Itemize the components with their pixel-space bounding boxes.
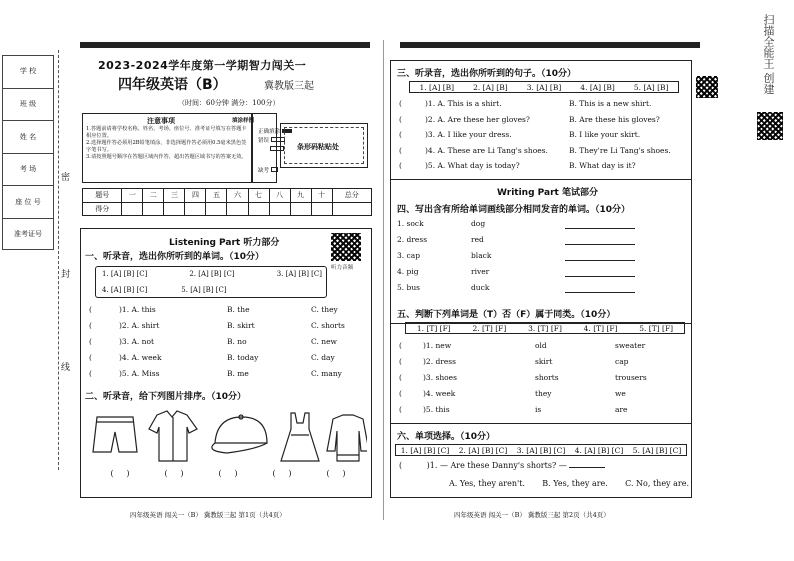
answer-choice[interactable]: 5. [T] [F]: [639, 324, 674, 333]
answer-paren[interactable]: (: [399, 405, 402, 414]
question-row: [399, 357, 689, 366]
answer-choice[interactable]: 1. [A] [B] [C]: [102, 270, 148, 278]
word-b: they: [535, 389, 552, 398]
answer-choice[interactable]: 2. [T] [F]: [472, 324, 507, 333]
question-row: [397, 235, 687, 244]
question-row: [89, 305, 369, 314]
score-cell[interactable]: [206, 202, 227, 216]
answer-choice[interactable]: 2. [A] [B] [C]: [189, 270, 235, 278]
section6-q1: [399, 461, 689, 470]
fold-word-1: 密: [61, 173, 71, 183]
match-word: river: [471, 267, 490, 276]
answer-blank[interactable]: [565, 260, 635, 261]
answer-choice[interactable]: 2. [A] [B] [C]: [458, 446, 508, 455]
option-b: B. I like your skirt.: [569, 130, 641, 139]
score-header-cell: 八: [269, 189, 290, 203]
answer-paren[interactable]: (: [399, 357, 402, 366]
word-c: trousers: [615, 373, 647, 382]
answer-choice[interactable]: 1. [T] [F]: [416, 324, 451, 333]
year-title: 2023-2024学年度第一学期智力闯关一: [98, 59, 307, 72]
option-a: )3. A. I like your dress.: [425, 130, 512, 139]
option-c: C. new: [311, 337, 337, 346]
option-c: C. they: [311, 305, 338, 314]
word-c: we: [615, 389, 626, 398]
match-word: duck: [471, 283, 490, 292]
q1-options: [449, 479, 689, 488]
option-c: C. shorts: [311, 321, 345, 330]
q1-blank[interactable]: [569, 467, 605, 468]
option-b: B. They're Li Tang's shoes.: [569, 145, 671, 155]
question-row: [397, 219, 687, 228]
section4-title: 四、写出含有所给单词画线部分相同发音的单词。（10分）: [397, 205, 631, 215]
answer-paren[interactable]: (: [399, 130, 402, 139]
time-info: （时间：60分钟 满分：100分）: [178, 99, 280, 107]
shorts-picture: [93, 417, 137, 452]
side-field[interactable]: [2, 185, 54, 218]
answer-choice[interactable]: 4. [T] [F]: [583, 324, 618, 333]
note-item: 1.答题前请将学校名称、姓名、考场、座位号、准考证号填写在答题卡相应位置。: [86, 126, 247, 139]
order-blank[interactable]: ( ): [164, 469, 184, 478]
answer-paren[interactable]: (: [399, 99, 402, 108]
question-row: [399, 130, 689, 139]
answer-paren[interactable]: (: [89, 337, 92, 346]
option-b: B. Are these his gloves?: [569, 114, 660, 124]
answer-choice[interactable]: 5. [A] [B]: [633, 83, 669, 92]
notes-items: [86, 126, 248, 161]
option-b: B. me: [227, 369, 249, 378]
section3-title: 三、听录音，选出你所听到的句子。（10分）: [397, 69, 577, 79]
side-field-label: 考 场: [19, 165, 37, 174]
top-bar-left: [80, 42, 370, 48]
word-b: old: [535, 341, 547, 350]
score-cell[interactable]: [248, 202, 269, 216]
question-row: [399, 146, 689, 155]
question-row: [89, 337, 369, 346]
score-header-cell: 二: [143, 189, 164, 203]
answer-choice[interactable]: 3. [A] [B] [C]: [516, 446, 566, 455]
option-a: )3. A. not: [119, 337, 155, 346]
option-a: )5. A. Miss: [119, 369, 160, 378]
given-word: 2. dress: [397, 235, 428, 244]
edition-label: 冀教版三起: [264, 81, 314, 92]
word-a: )1. new: [423, 341, 452, 350]
word-b: shorts: [535, 373, 559, 382]
section6-title: 六、单项选择。（10分）: [397, 432, 496, 442]
option-a: )4. A. These are Li Tang's shoes.: [425, 145, 548, 155]
watermark-qr: [757, 112, 783, 140]
answer-paren[interactable]: (: [89, 369, 92, 378]
match-word: black: [471, 251, 492, 260]
side-field-label: 座 位 号: [15, 197, 41, 206]
answer-choice[interactable]: 3. [T] [F]: [528, 324, 562, 333]
listening-qr-label: 听力音频: [331, 265, 354, 271]
listening-title: Listening Part 听力部分: [169, 238, 280, 248]
score-cell[interactable]: [311, 202, 332, 216]
side-field-label: 学 校: [19, 67, 37, 76]
answer-blank[interactable]: [565, 292, 635, 293]
answer-choice[interactable]: 4. [A] [B]: [580, 83, 615, 92]
sweater-picture: [327, 415, 367, 461]
note-item: 2.选择题作答必须用2B铅笔填涂，非选择题作答必须用0.5毫米黑色签字笔书写。: [86, 140, 247, 153]
score-header-cell: 十: [311, 189, 332, 203]
section2-parens: [93, 469, 363, 478]
score-cell[interactable]: [332, 202, 371, 216]
option-a: )2. A. Are these her gloves?: [425, 114, 530, 124]
match-word: dog: [471, 219, 486, 228]
option-b: B. This is a new shirt.: [569, 99, 652, 108]
score-cell[interactable]: [143, 202, 164, 216]
answer-blank[interactable]: [565, 276, 635, 277]
side-field[interactable]: [2, 88, 54, 121]
page-qr-code: [696, 76, 718, 98]
section2-title: 二、听录音，给下列图片排序。（10分）: [85, 392, 247, 402]
dress-picture: [281, 413, 319, 461]
score-cell[interactable]: [122, 202, 143, 216]
score-header-cell: 九: [290, 189, 311, 203]
score-header-cell: 一: [122, 189, 143, 203]
answer-paren[interactable]: (: [399, 161, 402, 170]
word-c: sweater: [615, 341, 646, 350]
fill-correct-label: 正确填涂: [258, 129, 281, 135]
option-b: B. today: [227, 353, 259, 362]
barcode-label: 条形码粘贴处: [297, 142, 339, 151]
writing-title: Writing Part 笔试部分: [497, 188, 598, 198]
option-b: B. no: [227, 337, 247, 346]
fill-example: [226, 116, 276, 124]
order-blank[interactable]: ( ): [110, 469, 130, 478]
side-field[interactable]: [2, 218, 54, 251]
word-b: is: [535, 405, 542, 414]
answer-choice[interactable]: 5. [A] [B] [C]: [181, 286, 227, 294]
fill-absent-label: 缺考: [258, 168, 270, 174]
section5-title: 五、判断下列单词是（T）否（F）属于同类。（10分）: [397, 310, 616, 320]
answer-choice[interactable]: 4. [A] [B] [C]: [102, 286, 148, 294]
answer-choice[interactable]: 3. [A] [B]: [526, 83, 562, 92]
order-blank[interactable]: ( ): [218, 469, 238, 478]
section5-answer-row: [405, 322, 685, 334]
word-c: cap: [615, 357, 629, 366]
footer-left: 四年级英语 闯关一（B） 冀教版三起 第1页（共4页）: [130, 511, 286, 519]
question-row: [89, 321, 369, 330]
question-row: [399, 341, 689, 350]
question-row: [397, 251, 687, 260]
answer-blank[interactable]: [565, 228, 635, 229]
question-row: [399, 115, 689, 124]
answer-paren[interactable]: (: [89, 321, 92, 330]
answer-paren[interactable]: (: [89, 305, 92, 314]
score-header-cell: 三: [164, 189, 185, 203]
listening-box: [80, 228, 372, 498]
answer-paren[interactable]: (: [89, 353, 92, 362]
binding-strip: [2, 55, 54, 250]
page-divider: [383, 40, 384, 520]
score-header-cell: 题号: [83, 189, 122, 203]
given-word: 4. pig: [397, 267, 419, 276]
word-c: are: [615, 405, 628, 414]
given-word: 1. sock: [397, 219, 424, 228]
answer-paren[interactable]: (: [399, 341, 402, 350]
section1-title: 一、听录音，选出你所听到的单词。（10分）: [85, 252, 265, 262]
answer-choice[interactable]: 5. [A] [B] [C]: [632, 446, 682, 455]
right-main-box: [390, 60, 692, 498]
fill-wrong-label: 错误: [258, 138, 270, 144]
score-cell[interactable]: [227, 202, 248, 216]
side-field[interactable]: [2, 120, 54, 153]
word-a: )2. dress: [423, 357, 456, 366]
score-header-cell: 总分: [332, 189, 371, 203]
answer-choice[interactable]: 3. [A] [B] [C]: [276, 270, 322, 278]
word-a: )4. week: [423, 389, 456, 398]
question-row: [399, 373, 689, 382]
score-cell[interactable]: [269, 202, 290, 216]
fold-word-2: 封: [61, 270, 71, 280]
score-cell[interactable]: [164, 202, 185, 216]
fold-line: [58, 50, 59, 470]
question-row: [399, 99, 689, 108]
answer-paren[interactable]: (: [399, 145, 402, 155]
option-a: )1. A. This is a shirt.: [425, 99, 502, 108]
side-field-label: 姓 名: [19, 132, 37, 141]
cap-picture: [212, 415, 267, 453]
option-b[interactable]: B. Yes, they are.: [542, 479, 608, 488]
answer-choice[interactable]: 2. [A] [B]: [473, 83, 508, 92]
word-a: )3. shoes: [423, 373, 457, 382]
option-a[interactable]: A. Yes, they aren't.: [449, 479, 525, 488]
option-a: )2. A. shirt: [119, 321, 160, 330]
barcode-area: [280, 123, 368, 168]
section3-answer-row: [409, 81, 679, 93]
option-b: B. skirt: [227, 321, 255, 330]
subject-title: 四年级英语（B）: [118, 77, 227, 93]
option-b: B. the: [227, 305, 250, 314]
order-blank[interactable]: ( ): [326, 469, 346, 478]
score-table: [82, 188, 372, 216]
score-cell[interactable]: [290, 202, 311, 216]
word-b: skirt: [535, 357, 553, 366]
option-c: C. many: [311, 369, 342, 378]
footer-right: 四年级英语 闯关一（B） 冀教版三起 第2页（共4页）: [454, 511, 610, 519]
question-row: [89, 369, 369, 378]
option-c: C. day: [311, 353, 335, 362]
question-row: [397, 283, 687, 292]
shirt-picture: [149, 411, 197, 461]
fill-example-title: 填涂样例: [232, 118, 255, 124]
answer-choice[interactable]: 1. [A] [B] [C]: [400, 446, 450, 455]
question-row: [89, 353, 369, 362]
order-blank[interactable]: ( ): [272, 469, 292, 478]
answer-paren[interactable]: (: [399, 114, 402, 124]
clothes-pictures: [87, 407, 367, 467]
side-field[interactable]: [2, 55, 54, 88]
score-header-cell: 七: [248, 189, 269, 203]
option-a: )5. A. What day is today?: [425, 161, 520, 170]
section6-answer-row: [395, 444, 687, 456]
question-row: [399, 405, 689, 414]
notes-title: 注意事项: [147, 116, 175, 125]
side-field[interactable]: [2, 153, 54, 186]
question-row: [399, 389, 689, 398]
option-a: )1. A. this: [119, 305, 156, 314]
answer-paren[interactable]: (: [399, 461, 403, 470]
answer-paren[interactable]: (: [399, 373, 402, 382]
given-word: 5. bus: [397, 283, 421, 292]
note-item: 3.请按照题号顺序在答题区域内作答，超出答题区域书写的答案无效。: [86, 154, 247, 160]
side-field-label: 准考证号: [14, 230, 42, 239]
option-b: B. What day is it?: [569, 161, 636, 170]
side-field-label: 班 级: [19, 100, 37, 109]
answer-paren[interactable]: (: [399, 389, 402, 398]
match-word: red: [471, 235, 484, 244]
answer-choice[interactable]: 4. [A] [B] [C]: [574, 446, 624, 455]
listening-qr-code: [331, 233, 361, 261]
watermark: 扫描全能王 创建: [762, 14, 775, 95]
answer-choice[interactable]: 1. [A] [B]: [419, 83, 455, 92]
top-bar-right: [400, 42, 700, 48]
question-row: [399, 161, 689, 170]
option-c[interactable]: C. No, they are.: [625, 479, 689, 488]
word-a: )5. this: [423, 405, 450, 414]
score-header-cell: 四: [185, 189, 206, 203]
fold-word-3: 线: [61, 363, 71, 373]
score-cell: 得分: [83, 202, 122, 216]
score-cell[interactable]: [185, 202, 206, 216]
question-row: [397, 267, 687, 276]
section1-answer-box: [95, 266, 327, 298]
score-header-cell: 六: [227, 189, 248, 203]
option-a: )4. A. week: [119, 353, 162, 362]
answer-blank[interactable]: [565, 244, 635, 245]
given-word: 3. cap: [397, 251, 421, 260]
score-header-cell: 五: [206, 189, 227, 203]
q1-text: )1. — Are these Danny's shorts? —: [426, 461, 567, 470]
